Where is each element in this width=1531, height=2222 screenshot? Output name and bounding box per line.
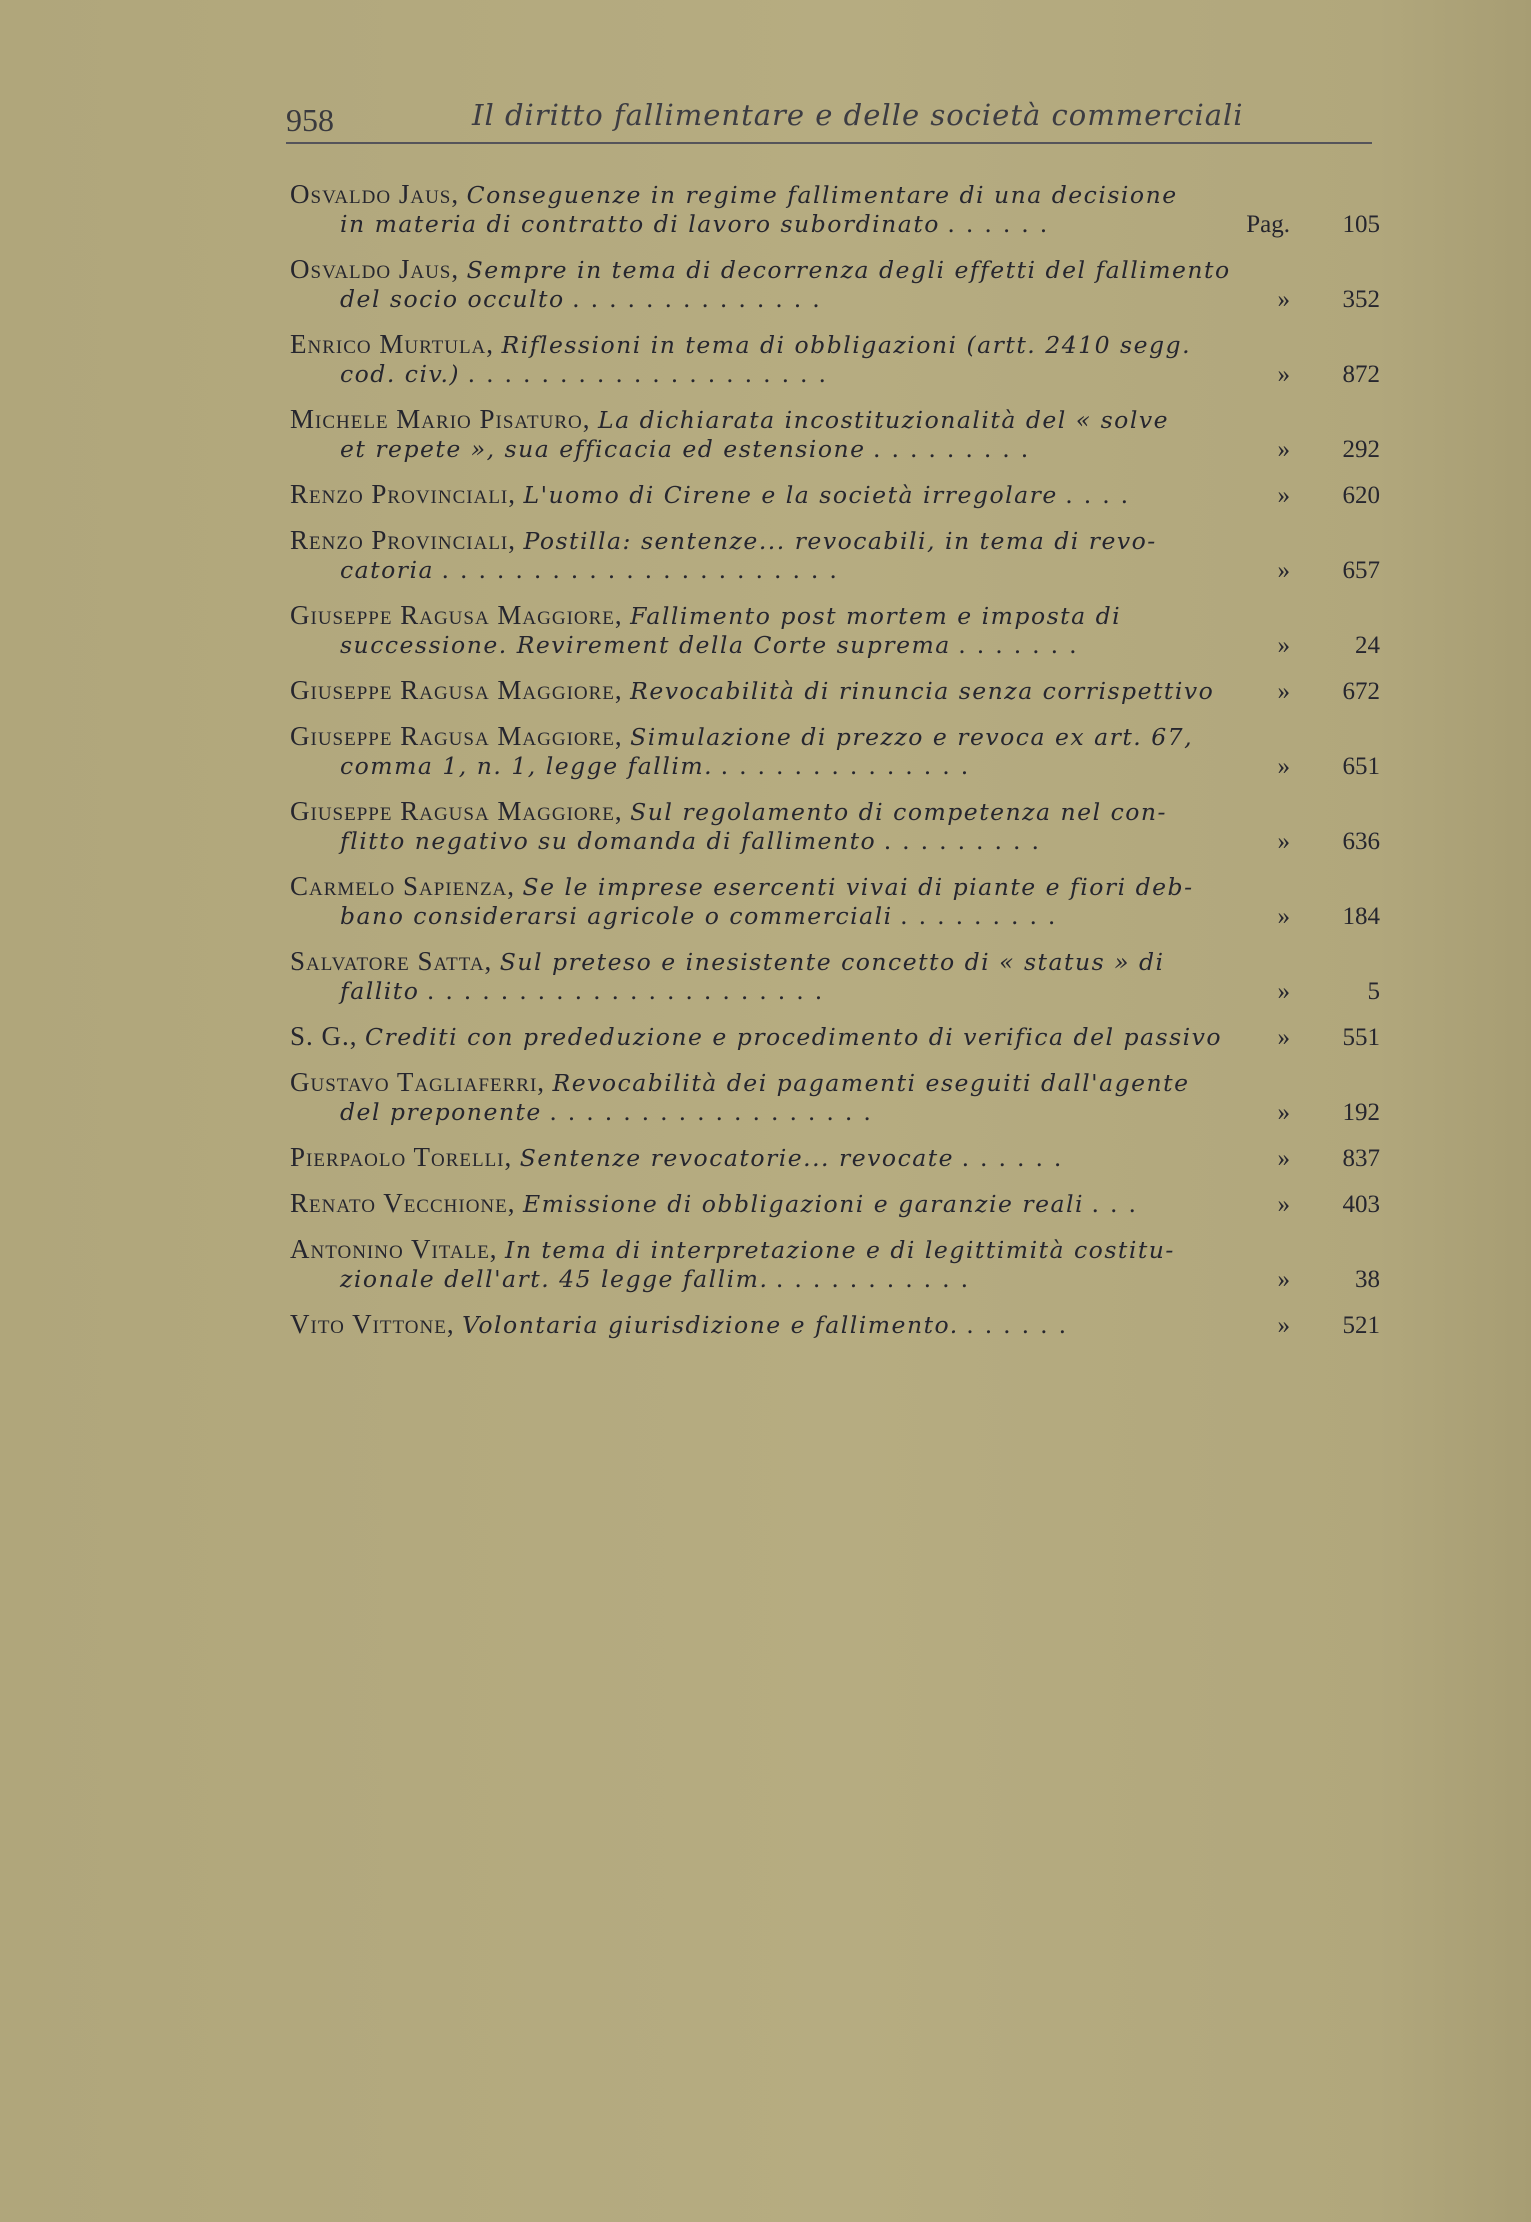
entry-title-line-1: Crediti con prededuzione e procedimento di verifica del passivo <box>365 1023 1223 1051</box>
entry-text <box>290 405 1250 464</box>
index-entry <box>290 797 1380 856</box>
entry-title-line-2: bano considerarsi agricole o commerciali <box>340 902 893 930</box>
page-reference-number: 672 <box>1342 678 1380 705</box>
entry-line-2 <box>290 977 1250 1006</box>
index-entry <box>290 526 1380 585</box>
dot-leaders: .............. <box>720 752 980 780</box>
entry-title-line-2: fallito <box>340 977 420 1005</box>
entry-text <box>290 676 1250 706</box>
entry-line-1 <box>290 872 1250 902</box>
dot-leaders: ......... <box>883 827 1050 855</box>
entry-text <box>290 180 1250 239</box>
entry-title-line-2: zionale dell'art. 45 legge fallim. <box>340 1265 769 1293</box>
entry-line-1 <box>290 1022 1250 1052</box>
entry-author: Giuseppe Ragusa Maggiore, <box>290 796 623 826</box>
entry-text <box>290 1310 1250 1340</box>
index-entry <box>290 180 1380 239</box>
entry-title-line-2: cod. civ.) <box>340 360 461 388</box>
index-entry <box>290 872 1380 931</box>
entry-title-line-2: del socio occulto <box>340 285 565 313</box>
page-reference-mark: » <box>1277 1099 1290 1126</box>
entry-author: S. G., <box>290 1021 358 1051</box>
entry-line-2 <box>290 902 1250 931</box>
header-rule <box>286 142 1372 144</box>
entry-line-1 <box>290 1235 1250 1265</box>
entry-text <box>290 872 1250 931</box>
dot-leaders: ...................... <box>441 556 848 584</box>
entry-line-1 <box>290 601 1250 631</box>
entry-author: Giuseppe Ragusa Maggiore, <box>290 675 623 705</box>
entry-line-2 <box>290 631 1250 660</box>
entry-text <box>290 1143 1250 1173</box>
entry-text <box>290 722 1250 781</box>
entry-title-line-1: Sul regolamento di competenza nel con- <box>630 798 1167 826</box>
entry-line-1 <box>290 1068 1250 1098</box>
entry-author: Vito Vittone, <box>290 1309 455 1339</box>
page-reference-mark: » <box>1277 1145 1290 1172</box>
entry-title-line-1: Riflessioni in tema di obbligazioni (artt. 2410 segg. <box>501 331 1192 359</box>
page-reference-number: 651 <box>1342 753 1380 780</box>
entry-title-line-1: Sul preteso e inesistente concetto di « status » di <box>499 948 1165 976</box>
dot-leaders: ......... <box>873 435 1040 463</box>
entry-title-line-2: comma 1, n. 1, legge fallim. <box>340 752 714 780</box>
running-title: Il diritto fallimentare e delle società commerciali <box>472 98 1244 132</box>
entry-title-line-1: Se le imprese esercenti vivai di piante e fiori deb- <box>522 873 1194 901</box>
entry-text <box>290 797 1250 856</box>
page-reference-mark: Pag. <box>1246 211 1290 238</box>
page-reference-mark: » <box>1277 632 1290 659</box>
page-reference-mark: » <box>1277 1024 1290 1051</box>
page-reference-number: 403 <box>1342 1191 1380 1218</box>
entry-title-line-1: Fallimento post mortem e imposta di <box>630 602 1122 630</box>
page-reference-number: 38 <box>1355 1266 1380 1293</box>
page-reference-mark: » <box>1277 557 1290 584</box>
page-reference-number: 192 <box>1342 1099 1380 1126</box>
entry-author: Pierpaolo Torelli, <box>290 1142 513 1172</box>
dot-leaders: ...... <box>966 1311 1078 1339</box>
dot-leaders: ...................... <box>426 977 834 1005</box>
entry-title-line-1: Emissione di obbligazioni e garanzie reali <box>522 1190 1085 1218</box>
index-entry <box>290 676 1380 706</box>
entry-author: Giuseppe Ragusa Maggiore, <box>290 721 623 751</box>
entry-line-2 <box>290 210 1250 239</box>
entry-text <box>290 1189 1250 1219</box>
entry-author: Renzo Provinciali, <box>290 479 516 509</box>
entry-line-2 <box>290 1265 1250 1294</box>
entry-text <box>290 526 1250 585</box>
entry-title-line-1: Volontaria giurisdizione e fallimento. <box>462 1311 959 1339</box>
page-reference-mark: » <box>1277 828 1290 855</box>
entry-text <box>290 480 1250 510</box>
entry-author: Antonino Vitale, <box>290 1234 498 1264</box>
index-entry <box>290 947 1380 1006</box>
page-reference-number: 5 <box>1367 978 1380 1005</box>
page-reference-number: 521 <box>1342 1312 1380 1339</box>
page-reference-number: 292 <box>1342 436 1380 463</box>
entry-title-line-1: Sentenze revocatorie... revocate <box>519 1144 955 1172</box>
dot-leaders: .............. <box>572 285 831 313</box>
entry-line-2 <box>290 435 1250 464</box>
dot-leaders: ......... <box>900 902 1067 930</box>
entry-author: Salvatore Satta, <box>290 946 493 976</box>
page-reference-number: 352 <box>1342 286 1380 313</box>
entry-line-1 <box>290 676 1250 706</box>
entry-title-line-2: successione. Revirement della Corte suprema <box>340 631 951 659</box>
dot-leaders: .................. <box>549 1098 882 1126</box>
entry-line-2 <box>290 285 1250 314</box>
index-entry <box>290 1235 1380 1294</box>
entry-title-line-1: In tema di interpretazione e di legittimità costitu- <box>505 1236 1175 1264</box>
entry-title-line-1: Sempre in tema di decorrenza degli effetti del fallimento <box>466 256 1231 284</box>
page-header <box>286 96 1366 146</box>
page-reference-mark: » <box>1277 753 1290 780</box>
entry-line-1 <box>290 797 1250 827</box>
entry-title-line-1: Conseguenze in regime fallimentare di una decisione <box>466 181 1178 209</box>
page-reference-mark: » <box>1277 1191 1290 1218</box>
entry-line-1 <box>290 1310 1250 1340</box>
entry-line-2 <box>290 360 1250 389</box>
entry-line-2 <box>290 556 1250 585</box>
page-reference-number: 837 <box>1342 1145 1380 1172</box>
index-entry <box>290 1068 1380 1127</box>
entry-title-line-2: in materia di contratto di lavoro subordinato <box>340 210 940 238</box>
page-reference-mark: » <box>1277 286 1290 313</box>
page-reference-mark: » <box>1277 1266 1290 1293</box>
index-entry <box>290 1310 1380 1340</box>
dot-leaders: .................... <box>467 360 837 388</box>
page-reference-mark: » <box>1277 1312 1290 1339</box>
index-entry <box>290 405 1380 464</box>
dot-leaders: ....... <box>958 631 1088 659</box>
entry-title-line-1: La dichiarata incostituzionalità del « solve <box>597 406 1170 434</box>
entry-line-1 <box>290 180 1250 210</box>
entry-line-1 <box>290 526 1250 556</box>
page-reference-number: 184 <box>1342 903 1380 930</box>
page-reference-number: 872 <box>1342 361 1380 388</box>
entry-author: Carmelo Sapienza, <box>290 871 516 901</box>
page-reference-number: 620 <box>1342 482 1380 509</box>
index-entry <box>290 1189 1380 1219</box>
entry-title-line-2: flitto negativo su domanda di fallimento <box>340 827 877 855</box>
entry-line-1 <box>290 1143 1250 1173</box>
entry-author: Gustavo Tagliaferri, <box>290 1067 546 1097</box>
dot-leaders: ...... <box>947 210 1059 238</box>
entry-title-line-1: Revocabilità di rinuncia senza corrispettivo <box>630 677 1215 705</box>
entry-line-2 <box>290 1098 1250 1127</box>
entry-line-1 <box>290 480 1250 510</box>
entry-line-1 <box>290 330 1250 360</box>
entry-title-line-1: Simulazione di prezzo e revoca ex art. 67, <box>630 723 1194 751</box>
index-entry <box>290 722 1380 781</box>
entry-line-1 <box>290 405 1250 435</box>
entry-line-1 <box>290 255 1250 285</box>
page-reference-mark: » <box>1277 678 1290 705</box>
page-reference-number: 24 <box>1355 632 1380 659</box>
entry-line-1 <box>290 1189 1250 1219</box>
dot-leaders: ... <box>1091 1190 1147 1218</box>
page-reference-mark: » <box>1277 978 1290 1005</box>
page-reference-mark: » <box>1277 903 1290 930</box>
page-reference-mark: » <box>1277 482 1290 509</box>
entry-line-2 <box>290 752 1250 781</box>
entry-line-1 <box>290 722 1250 752</box>
page-reference-number: 551 <box>1342 1024 1380 1051</box>
entry-title-line-2: et repete », sua efficacia ed estensione <box>340 435 866 463</box>
entry-author: Michele Mario Pisaturo, <box>290 404 591 434</box>
page-number: 958 <box>286 102 334 138</box>
entry-author: Osvaldo Jaus, <box>290 179 460 209</box>
entry-text <box>290 255 1250 314</box>
index-entry <box>290 1022 1380 1052</box>
index-entry <box>290 1143 1380 1173</box>
entry-text <box>290 601 1250 660</box>
entry-text <box>290 947 1250 1006</box>
index-entries <box>290 180 1380 1356</box>
entry-author: Giuseppe Ragusa Maggiore, <box>290 600 623 630</box>
index-entry <box>290 255 1380 314</box>
page-reference-mark: » <box>1277 436 1290 463</box>
page-reference-number: 105 <box>1342 211 1380 238</box>
page-reference-mark: » <box>1277 361 1290 388</box>
entry-author: Osvaldo Jaus, <box>290 254 460 284</box>
entry-title-line-1: Revocabilità dei pagamenti eseguiti dall'agente <box>552 1069 1190 1097</box>
entry-title-line-2: catoria <box>340 556 435 584</box>
dot-leaders: .... <box>1065 481 1140 509</box>
entry-title-line-1: Postilla: sentenze... revocabili, in tema di revo- <box>523 527 1157 555</box>
index-entry <box>290 480 1380 510</box>
entry-title-line-1: L'uomo di Cirene e la società irregolare <box>523 481 1058 509</box>
dot-leaders: ...... <box>961 1144 1073 1172</box>
page-reference-number: 657 <box>1342 557 1380 584</box>
dot-leaders: ........... <box>775 1265 980 1293</box>
entry-text <box>290 1235 1250 1294</box>
entry-line-2 <box>290 827 1250 856</box>
entry-text <box>290 1068 1250 1127</box>
entry-author: Renzo Provinciali, <box>290 525 516 555</box>
entry-line-1 <box>290 947 1250 977</box>
page-reference-number: 636 <box>1342 828 1380 855</box>
entry-text <box>290 330 1250 389</box>
index-entry <box>290 601 1380 660</box>
entry-author: Enrico Murtula, <box>290 329 495 359</box>
entry-text <box>290 1022 1250 1052</box>
entry-author: Renato Vecchione, <box>290 1188 516 1218</box>
entry-title-line-2: del preponente <box>340 1098 542 1126</box>
index-entry <box>290 330 1380 389</box>
